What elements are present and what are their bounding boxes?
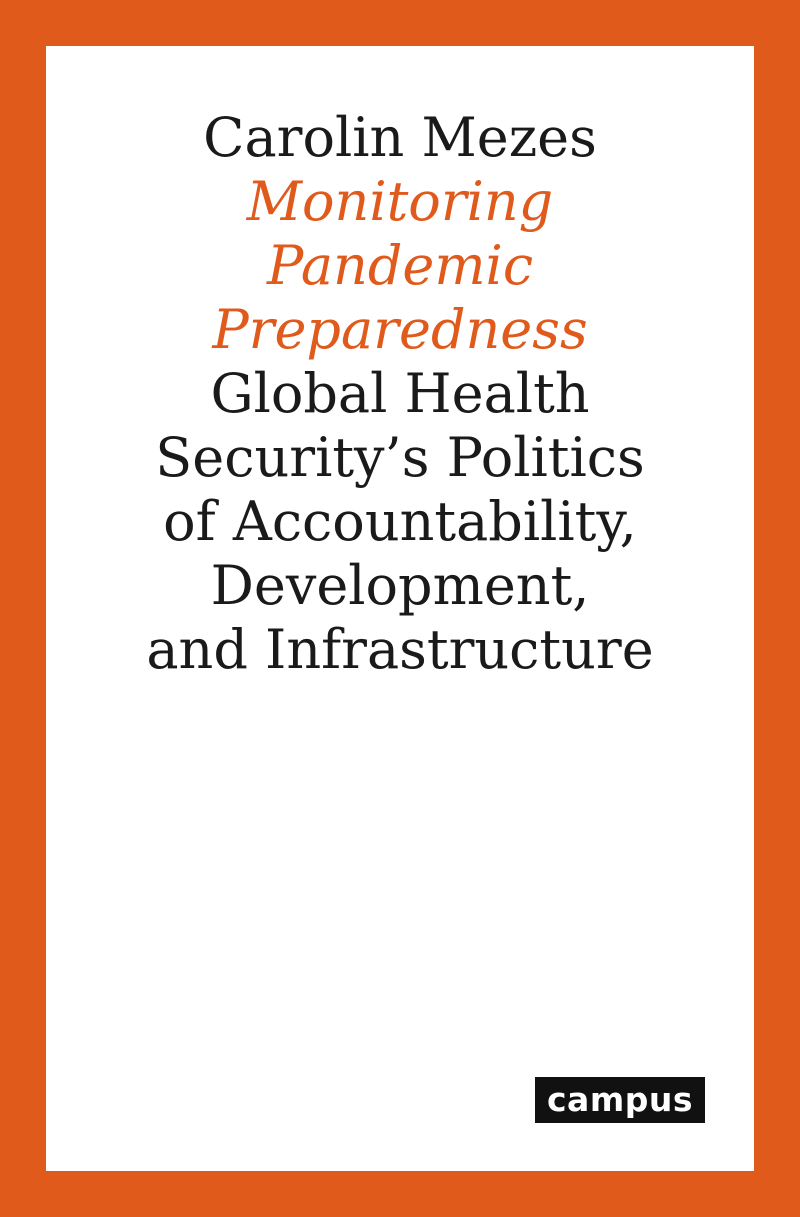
cover-text	[46, 106, 754, 682]
cover-panel	[46, 46, 754, 1171]
title-line-2: Pandemic	[266, 234, 534, 297]
subtitle-line-4: Development,	[210, 554, 590, 617]
title-line-3: Preparedness	[212, 298, 588, 361]
subtitle-line-1: Global Health	[210, 362, 590, 425]
author-name: Carolin Mezes	[203, 106, 597, 169]
subtitle-line-3: of Accountability,	[163, 490, 637, 553]
subtitle-line-5: and Infrastructure	[146, 618, 654, 681]
publisher-logo: campus	[535, 1077, 705, 1123]
title-line-1: Monitoring	[246, 170, 554, 233]
subtitle-line-2: Security’s Politics	[155, 426, 645, 489]
